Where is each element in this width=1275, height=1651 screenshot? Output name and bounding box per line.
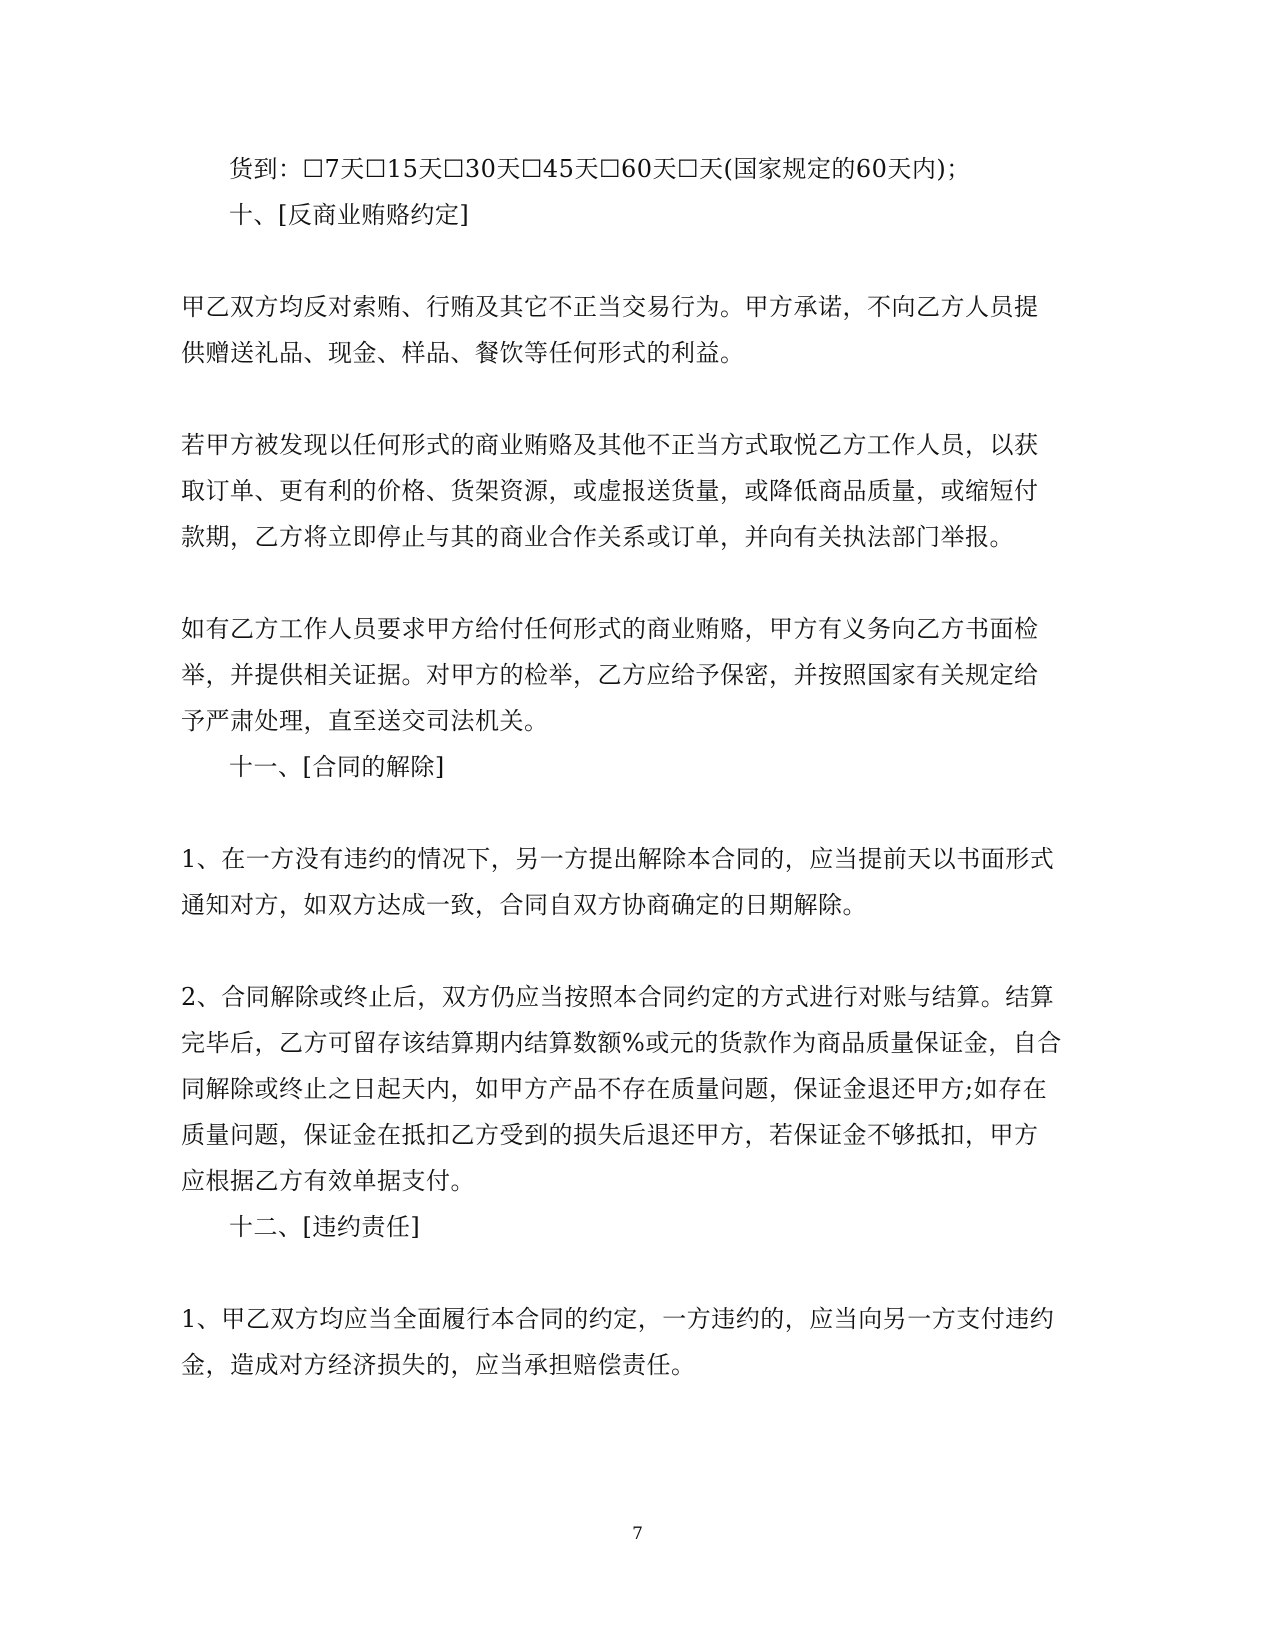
section-11-para2-line1: 2、合同解除或终止后，双方仍应当按照本合同约定的方式进行对账与结算。结算 — [181, 983, 1055, 1011]
section-11-para1-line1: 1、在一方没有违约的情况下，另一方提出解除本合同的，应当提前天以书面形式 — [181, 845, 1055, 873]
delivery-terms-line: 货到：☐7天☐15天☐30天☐45天☐60天☐天(国家规定的60天内)； — [229, 155, 971, 183]
section-11-para1-line2: 通知对方，如双方达成一致，合同自双方协商确定的日期解除。 — [181, 891, 867, 919]
section-11-para2-line3: 同解除或终止之日起天内，如甲方产品不存在质量问题，保证金退还甲方;如存在 — [181, 1075, 1048, 1103]
section-11-para2-line4: 质量问题，保证金在抵扣乙方受到的损失后退还甲方，若保证金不够抵扣，甲方 — [181, 1121, 1039, 1149]
section-10-para3-line2: 举，并提供相关证据。对甲方的检举，乙方应给予保密，并按照国家有关规定给 — [181, 661, 1039, 689]
section-11-heading: 十一、[合同的解除] — [229, 753, 445, 781]
section-11-para2-line2: 完毕后，乙方可留存该结算期内结算数额%或元的货款作为商品质量保证金，自合 — [181, 1029, 1062, 1057]
section-10-para3-line1: 如有乙方工作人员要求甲方给付任何形式的商业贿赂，甲方有义务向乙方书面检 — [181, 615, 1039, 643]
section-12-heading: 十二、[违约责任] — [229, 1213, 421, 1241]
section-12-para1-line1: 1、甲乙双方均应当全面履行本合同的约定，一方违约的，应当向另一方支付违约 — [181, 1305, 1055, 1333]
section-12-para1-line2: 金，造成对方经济损失的，应当承担赔偿责任。 — [181, 1351, 696, 1379]
section-10-para2-line3: 款期，乙方将立即停止与其的商业合作关系或订单，并向有关执法部门举报。 — [181, 523, 1014, 551]
section-10-para1-line1: 甲乙双方均反对索贿、行贿及其它不正当交易行为。甲方承诺，不向乙方人员提 — [181, 293, 1039, 321]
section-11-para2-line5: 应根据乙方有效单据支付。 — [181, 1167, 475, 1195]
section-10-para2-line2: 取订单、更有利的价格、货架资源，或虚报送货量，或降低商品质量，或缩短付 — [181, 477, 1039, 505]
page-number: 7 — [632, 1524, 643, 1544]
section-10-para3-line3: 予严肃处理，直至送交司法机关。 — [181, 707, 549, 735]
section-10-heading: 十、[反商业贿赂约定] — [229, 201, 470, 229]
section-10-para2-line1: 若甲方被发现以任何形式的商业贿赂及其他不正当方式取悦乙方工作人员，以获 — [181, 431, 1039, 459]
section-10-para1-line2: 供赠送礼品、现金、样品、餐饮等任何形式的利益。 — [181, 339, 745, 367]
